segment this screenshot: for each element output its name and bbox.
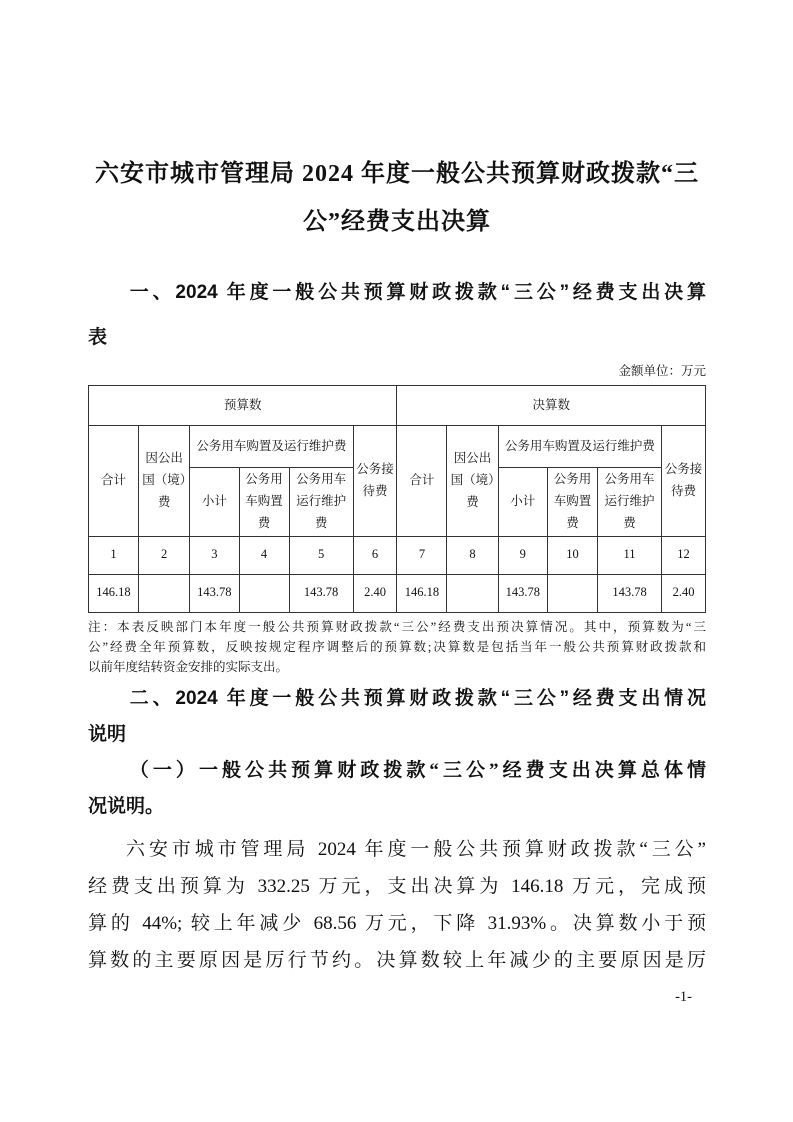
value-cell: 146.18 xyxy=(89,574,139,612)
section2-heading-line1: 二、2024 年度一般公共预算财政拨款“三公”经费支出情况 xyxy=(129,687,706,709)
final-reception-header: 公务接待费 xyxy=(662,426,706,537)
col-number: 4 xyxy=(239,536,289,574)
section1-heading-line2: 表 xyxy=(88,327,108,348)
column-number-row xyxy=(89,536,706,574)
section2-sub1-line1: （一）一般公共预算财政拨款“三公”经费支出决算总体情 xyxy=(129,759,706,781)
col-number: 1 xyxy=(89,536,139,574)
paragraph-line: 六安市城市管理局 2024 年度一般公共预算财政拨款“三公” xyxy=(126,838,706,860)
budget-group-header: 预算数 xyxy=(89,386,397,426)
value-cell xyxy=(138,574,189,612)
table-row xyxy=(89,386,706,426)
section2-sub1-line2: 况说明。 xyxy=(88,795,165,817)
budget-maintenance-header: 公务用车运行维护费 xyxy=(289,468,353,537)
final-vehicle-group-header: 公务用车购置及运行维护费 xyxy=(498,426,661,468)
final-abroad-header: 因公出国（境）费 xyxy=(447,426,498,537)
col-number: 5 xyxy=(289,536,353,574)
budget-total-header: 合计 xyxy=(89,426,139,537)
value-row xyxy=(89,574,706,612)
budget-purchase-header: 公务用车购置费 xyxy=(239,468,289,537)
final-maintenance-header: 公务用车运行维护费 xyxy=(597,468,661,537)
section2-sub1-heading xyxy=(88,753,706,825)
col-number: 6 xyxy=(353,536,397,574)
paragraph-line: 算数的主要原因是厉行节约。决算数较上年减少的主要原因是厉 xyxy=(88,949,706,971)
section2-paragraph xyxy=(88,831,706,979)
col-number: 12 xyxy=(662,536,706,574)
value-cell: 143.78 xyxy=(597,574,661,612)
table-note-line2: 公”经费全年预算数，反映按规定程序调整后的预算数;决算数是包括当年一般公共预算财政拨款和 xyxy=(88,639,706,654)
col-number: 3 xyxy=(190,536,239,574)
budget-reception-header: 公务接待费 xyxy=(353,426,397,537)
final-group-header: 决算数 xyxy=(397,386,706,426)
col-number: 7 xyxy=(397,536,447,574)
value-cell: 143.78 xyxy=(190,574,239,612)
paragraph-line: 经费支出预算为 332.25 万元，支出决算为 146.18 万元，完成预 xyxy=(88,875,706,897)
value-cell: 143.78 xyxy=(498,574,547,612)
value-cell: 146.18 xyxy=(397,574,447,612)
section2-heading xyxy=(88,681,706,753)
final-subtotal-header: 小计 xyxy=(498,468,547,537)
page-number: -1- xyxy=(675,988,692,1005)
value-cell: 2.40 xyxy=(662,574,706,612)
amount-unit-label: 金额单位：万元 xyxy=(618,364,706,378)
value-cell: 143.78 xyxy=(289,574,353,612)
document-title-line1: 六安市城市管理局 2024 年度一般公共预算财政拨款“三 xyxy=(95,161,699,187)
col-number: 9 xyxy=(498,536,547,574)
final-total-header: 合计 xyxy=(397,426,447,537)
col-number: 10 xyxy=(547,536,597,574)
table-row xyxy=(89,426,706,468)
section1-heading-line1: 一、2024 年度一般公共预算财政拨款“三公”经费支出决算 xyxy=(129,282,706,303)
final-purchase-header: 公务用车购置费 xyxy=(547,468,597,537)
three-public-expense-table xyxy=(88,385,706,613)
budget-subtotal-header: 小计 xyxy=(190,468,239,537)
col-number: 8 xyxy=(447,536,498,574)
table-note-line3: 以前年度结转资金安排的实际支出。 xyxy=(88,659,289,674)
document-content xyxy=(88,150,706,1007)
value-cell xyxy=(547,574,597,612)
col-number: 2 xyxy=(138,536,189,574)
section2-heading-line2: 说明 xyxy=(88,723,127,745)
budget-abroad-header: 因公出国（境）费 xyxy=(138,426,189,537)
section1-heading xyxy=(88,270,706,360)
paragraph-line: 算的 44%; 较上年减少 68.56 万元，下降 31.93%。决算数小于预 xyxy=(88,912,706,934)
budget-vehicle-group-header: 公务用车购置及运行维护费 xyxy=(190,426,353,468)
table-note-line1: 注：本表反映部门本年度一般公共预算财政拨款“三公”经费支出预决算情况。其中，预算数为“三 xyxy=(88,619,706,634)
document-title xyxy=(88,150,706,246)
value-cell: 2.40 xyxy=(353,574,397,612)
value-cell xyxy=(447,574,498,612)
col-number: 11 xyxy=(597,536,661,574)
document-title-line2: 公”经费支出决算 xyxy=(303,209,491,235)
value-cell xyxy=(239,574,289,612)
table-note xyxy=(88,617,706,677)
